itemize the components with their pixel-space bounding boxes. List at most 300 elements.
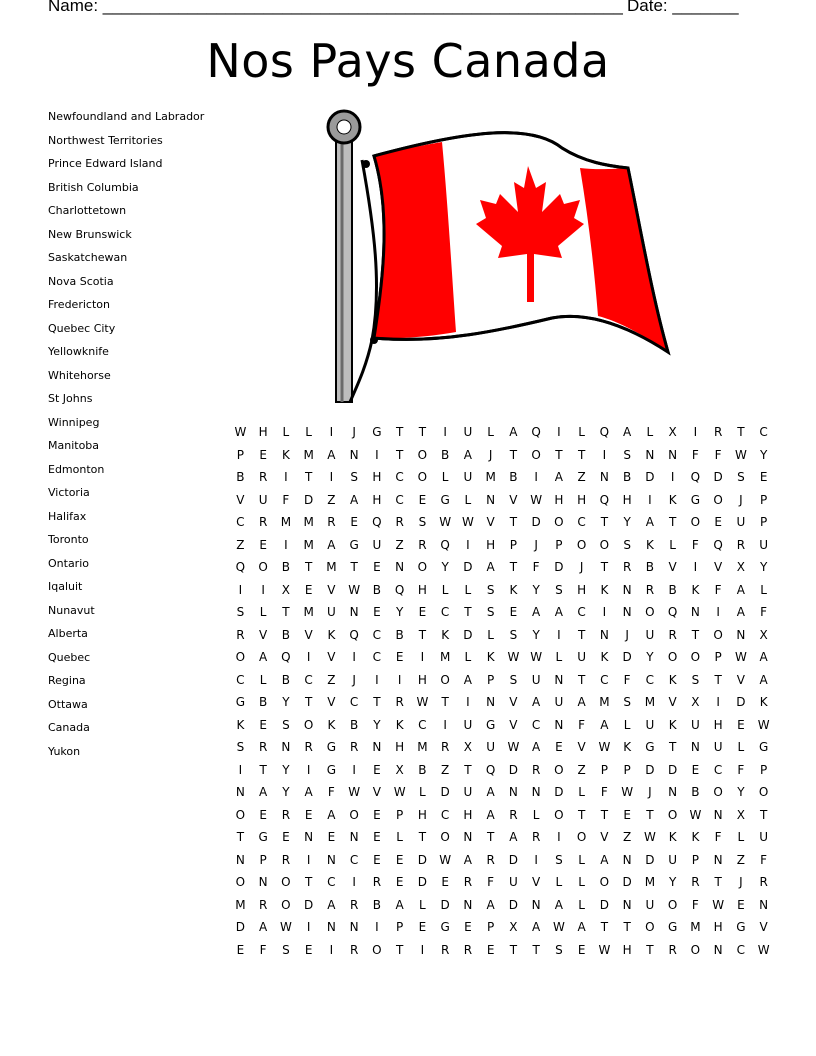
grid-letter[interactable]: R <box>349 897 359 912</box>
grid-letter[interactable]: E <box>577 942 586 957</box>
grid-letter[interactable]: W <box>734 447 747 462</box>
grid-letter[interactable]: T <box>304 875 313 890</box>
grid-letter[interactable]: C <box>440 807 450 822</box>
grid-letter[interactable]: C <box>372 650 382 665</box>
grid-letter[interactable]: K <box>623 740 632 755</box>
grid-letter[interactable]: O <box>713 492 723 507</box>
grid-letter[interactable]: G <box>440 492 450 507</box>
grid-letter[interactable]: I <box>329 470 334 485</box>
grid-letter[interactable]: B <box>509 470 518 485</box>
grid-letter[interactable]: N <box>668 447 678 462</box>
grid-letter[interactable]: C <box>713 762 723 777</box>
grid-letter[interactable]: N <box>372 740 382 755</box>
grid-letter[interactable]: W <box>461 515 474 530</box>
grid-letter[interactable]: S <box>623 537 631 552</box>
grid-letter[interactable]: D <box>304 492 314 507</box>
grid-letter[interactable]: N <box>622 582 632 597</box>
grid-letter[interactable]: S <box>623 695 631 710</box>
grid-letter[interactable]: O <box>258 560 268 575</box>
grid-letter[interactable]: E <box>304 807 313 822</box>
grid-letter[interactable]: U <box>668 852 678 867</box>
grid-letter[interactable]: V <box>714 560 723 575</box>
grid-letter[interactable]: B <box>623 470 632 485</box>
grid-letter[interactable]: N <box>304 830 314 845</box>
grid-letter[interactable]: C <box>304 672 313 687</box>
grid-letter[interactable]: M <box>644 875 656 890</box>
grid-letter[interactable]: Y <box>759 447 768 462</box>
grid-letter[interactable]: K <box>691 830 700 845</box>
grid-letter[interactable]: R <box>304 740 313 755</box>
grid-letter[interactable]: L <box>487 627 494 642</box>
grid-letter[interactable]: C <box>736 942 746 957</box>
grid-letter[interactable]: L <box>578 852 585 867</box>
grid-letter[interactable]: O <box>576 830 587 845</box>
grid-letter[interactable]: Q <box>599 425 610 440</box>
grid-letter[interactable]: E <box>555 740 563 755</box>
grid-letter[interactable]: G <box>645 740 655 755</box>
grid-letter[interactable]: Y <box>623 515 631 530</box>
grid-letter[interactable]: E <box>691 762 700 777</box>
grid-letter[interactable]: Y <box>282 695 290 710</box>
grid-letter[interactable]: A <box>600 852 609 867</box>
grid-letter[interactable]: L <box>419 897 426 912</box>
grid-letter[interactable]: Y <box>282 762 290 777</box>
grid-letter[interactable]: H <box>713 717 723 732</box>
grid-letter[interactable]: T <box>259 762 267 777</box>
grid-letter[interactable]: W <box>530 650 543 665</box>
grid-letter[interactable]: Y <box>395 605 404 620</box>
grid-letter[interactable]: S <box>691 672 700 687</box>
grid-letter[interactable]: N <box>326 920 336 935</box>
grid-letter[interactable]: J <box>625 627 629 642</box>
grid-letter[interactable]: D <box>599 897 609 912</box>
grid-letter[interactable]: T <box>282 605 290 620</box>
grid-letter[interactable]: N <box>690 605 700 620</box>
grid-letter[interactable]: I <box>648 492 652 507</box>
grid-letter[interactable]: L <box>737 740 745 755</box>
grid-letter[interactable]: E <box>373 830 381 845</box>
grid-letter[interactable]: V <box>509 492 518 507</box>
grid-letter[interactable]: T <box>646 942 654 957</box>
grid-letter[interactable]: O <box>690 650 701 665</box>
grid-letter[interactable]: G <box>440 920 450 935</box>
grid-letter[interactable]: Z <box>577 470 586 485</box>
grid-letter[interactable]: U <box>554 695 564 710</box>
grid-letter[interactable]: H <box>622 942 632 957</box>
grid-letter[interactable]: O <box>599 875 610 890</box>
grid-letter[interactable]: I <box>557 627 561 642</box>
grid-letter[interactable]: O <box>281 897 291 912</box>
grid-letter[interactable]: I <box>329 942 334 957</box>
grid-letter[interactable]: K <box>327 627 336 642</box>
grid-letter[interactable]: R <box>395 695 404 710</box>
grid-letter[interactable]: U <box>463 425 473 440</box>
grid-letter[interactable]: J <box>488 447 493 462</box>
grid-letter[interactable]: N <box>349 447 359 462</box>
grid-letter[interactable]: R <box>349 942 359 957</box>
grid-letter[interactable]: A <box>736 605 745 620</box>
grid-letter[interactable]: S <box>486 582 495 597</box>
grid-letter[interactable]: H <box>622 492 632 507</box>
grid-letter[interactable]: B <box>418 762 427 777</box>
grid-letter[interactable]: V <box>509 717 518 732</box>
grid-letter[interactable]: B <box>259 695 268 710</box>
grid-letter[interactable]: T <box>304 695 313 710</box>
grid-letter[interactable]: H <box>417 672 427 687</box>
grid-letter[interactable]: A <box>577 695 586 710</box>
grid-letter[interactable]: F <box>691 537 699 552</box>
grid-letter[interactable]: A <box>259 785 268 800</box>
grid-letter[interactable]: P <box>396 920 404 935</box>
grid-letter[interactable]: I <box>443 425 447 440</box>
grid-letter[interactable]: G <box>372 425 382 440</box>
grid-letter[interactable]: I <box>397 672 402 687</box>
grid-letter[interactable]: D <box>645 852 655 867</box>
grid-letter[interactable]: L <box>623 717 631 732</box>
grid-letter[interactable]: R <box>691 875 700 890</box>
grid-letter[interactable]: M <box>690 920 701 935</box>
grid-letter[interactable]: A <box>532 605 541 620</box>
grid-letter[interactable]: C <box>418 717 427 732</box>
grid-letter[interactable]: D <box>736 695 746 710</box>
grid-letter[interactable]: H <box>554 492 564 507</box>
grid-letter[interactable]: T <box>737 425 745 440</box>
grid-letter[interactable]: V <box>327 582 336 597</box>
grid-letter[interactable]: I <box>306 762 311 777</box>
grid-letter[interactable]: D <box>622 650 632 665</box>
grid-letter[interactable]: T <box>600 515 609 530</box>
grid-letter[interactable]: M <box>485 470 496 485</box>
grid-letter[interactable]: D <box>463 560 473 575</box>
grid-letter[interactable]: I <box>352 875 356 890</box>
grid-letter[interactable]: G <box>485 717 496 732</box>
grid-letter[interactable]: A <box>645 515 654 530</box>
grid-letter[interactable]: D <box>508 762 518 777</box>
grid-letter[interactable]: R <box>258 897 268 912</box>
grid-letter[interactable]: O <box>235 875 246 890</box>
grid-letter[interactable]: P <box>259 852 267 867</box>
grid-letter[interactable]: A <box>350 492 359 507</box>
grid-letter[interactable]: I <box>284 470 288 485</box>
grid-letter[interactable]: F <box>487 875 495 890</box>
grid-letter[interactable]: Z <box>623 830 632 845</box>
grid-letter[interactable]: O <box>235 807 246 822</box>
grid-letter[interactable]: A <box>486 785 495 800</box>
grid-letter[interactable]: T <box>373 695 381 710</box>
grid-letter[interactable]: A <box>259 920 268 935</box>
grid-letter[interactable]: B <box>236 470 245 485</box>
grid-letter[interactable]: Q <box>372 515 382 530</box>
grid-letter[interactable]: A <box>463 852 472 867</box>
grid-letter[interactable]: B <box>668 582 677 597</box>
grid-letter[interactable]: P <box>760 492 768 507</box>
grid-letter[interactable]: U <box>372 537 382 552</box>
grid-letter[interactable]: Y <box>532 627 540 642</box>
grid-letter[interactable]: B <box>372 897 381 912</box>
grid-letter[interactable]: F <box>760 605 768 620</box>
grid-letter[interactable]: G <box>326 762 337 777</box>
grid-letter[interactable]: A <box>509 830 518 845</box>
grid-letter[interactable]: O <box>440 830 450 845</box>
grid-letter[interactable]: T <box>600 920 609 935</box>
grid-letter[interactable]: G <box>690 492 701 507</box>
grid-letter[interactable]: F <box>737 762 745 777</box>
grid-letter[interactable]: K <box>327 717 336 732</box>
grid-letter[interactable]: S <box>737 470 745 485</box>
grid-letter[interactable]: P <box>396 807 404 822</box>
grid-letter[interactable]: O <box>713 627 723 642</box>
grid-letter[interactable]: R <box>440 740 450 755</box>
grid-letter[interactable]: U <box>759 537 769 552</box>
grid-letter[interactable]: T <box>509 560 518 575</box>
grid-letter[interactable]: K <box>645 537 654 552</box>
grid-letter[interactable]: S <box>623 447 631 462</box>
grid-letter[interactable]: W <box>393 785 406 800</box>
grid-letter[interactable]: E <box>509 605 518 620</box>
grid-letter[interactable]: W <box>416 695 429 710</box>
grid-letter[interactable]: C <box>327 875 336 890</box>
grid-letter[interactable]: X <box>395 762 404 777</box>
grid-letter[interactable]: R <box>531 762 541 777</box>
grid-letter[interactable]: K <box>600 650 609 665</box>
grid-letter[interactable]: D <box>713 470 723 485</box>
grid-letter[interactable]: O <box>758 785 769 800</box>
grid-letter[interactable]: T <box>464 605 472 620</box>
grid-letter[interactable]: E <box>714 515 722 530</box>
grid-letter[interactable]: R <box>668 942 677 957</box>
grid-letter[interactable]: R <box>713 425 723 440</box>
grid-letter[interactable]: O <box>667 807 678 822</box>
grid-letter[interactable]: P <box>487 920 495 935</box>
grid-letter[interactable]: X <box>759 627 768 642</box>
grid-letter[interactable]: T <box>236 830 245 845</box>
grid-letter[interactable]: Q <box>235 560 246 575</box>
grid-letter[interactable]: C <box>759 425 768 440</box>
grid-letter[interactable]: E <box>486 942 495 957</box>
grid-letter[interactable]: A <box>554 897 563 912</box>
grid-letter[interactable]: E <box>282 830 290 845</box>
grid-letter[interactable]: R <box>327 515 336 530</box>
grid-letter[interactable]: N <box>599 470 609 485</box>
grid-letter[interactable]: J <box>352 425 356 440</box>
grid-letter[interactable]: Z <box>577 762 586 777</box>
grid-letter[interactable]: L <box>737 830 745 845</box>
grid-letter[interactable]: S <box>509 672 518 687</box>
grid-letter[interactable]: M <box>235 897 246 912</box>
grid-letter[interactable]: Q <box>713 537 723 552</box>
grid-letter[interactable]: I <box>693 560 698 575</box>
grid-letter[interactable]: O <box>303 717 314 732</box>
grid-letter[interactable]: R <box>372 875 382 890</box>
grid-letter[interactable]: V <box>372 785 381 800</box>
grid-letter[interactable]: P <box>623 762 631 777</box>
grid-letter[interactable]: S <box>555 942 563 957</box>
grid-letter[interactable]: Q <box>599 492 610 507</box>
grid-letter[interactable]: I <box>693 425 698 440</box>
grid-letter[interactable]: E <box>259 717 267 732</box>
grid-letter[interactable]: R <box>236 627 245 642</box>
grid-letter[interactable]: F <box>691 447 699 462</box>
grid-letter[interactable]: N <box>326 852 336 867</box>
grid-letter[interactable]: N <box>622 852 632 867</box>
grid-letter[interactable]: I <box>716 605 720 620</box>
grid-letter[interactable]: Y <box>373 717 381 732</box>
grid-letter[interactable]: D <box>554 560 564 575</box>
grid-letter[interactable]: N <box>713 807 723 822</box>
grid-letter[interactable]: U <box>463 717 473 732</box>
grid-letter[interactable]: Q <box>394 582 405 597</box>
grid-letter[interactable]: M <box>303 447 314 462</box>
grid-letter[interactable]: W <box>507 650 520 665</box>
grid-letter[interactable]: T <box>441 695 449 710</box>
grid-letter[interactable]: F <box>578 717 586 732</box>
grid-letter[interactable]: X <box>736 807 745 822</box>
grid-letter[interactable]: A <box>463 672 472 687</box>
grid-letter[interactable]: L <box>487 425 494 440</box>
grid-letter[interactable]: P <box>555 537 563 552</box>
grid-letter[interactable]: E <box>464 920 472 935</box>
grid-letter[interactable]: O <box>599 537 610 552</box>
grid-letter[interactable]: J <box>534 537 538 552</box>
grid-letter[interactable]: W <box>621 785 634 800</box>
grid-letter[interactable]: H <box>417 807 427 822</box>
grid-letter[interactable]: K <box>668 492 677 507</box>
grid-letter[interactable]: T <box>714 672 722 687</box>
grid-letter[interactable]: D <box>531 515 541 530</box>
grid-letter[interactable]: O <box>531 447 541 462</box>
grid-letter[interactable]: A <box>759 650 768 665</box>
grid-letter[interactable]: H <box>577 582 587 597</box>
grid-letter[interactable]: F <box>259 942 267 957</box>
grid-letter[interactable]: T <box>395 447 404 462</box>
grid-letter[interactable]: E <box>737 717 745 732</box>
grid-letter[interactable]: W <box>757 717 770 732</box>
grid-letter[interactable]: V <box>327 650 336 665</box>
grid-letter[interactable]: F <box>760 852 768 867</box>
grid-letter[interactable]: S <box>486 605 495 620</box>
grid-letter[interactable]: V <box>532 875 541 890</box>
grid-letter[interactable]: G <box>758 740 769 755</box>
grid-letter[interactable]: Y <box>441 560 449 575</box>
grid-letter[interactable]: E <box>304 942 313 957</box>
grid-letter[interactable]: A <box>554 605 563 620</box>
grid-letter[interactable]: N <box>486 695 496 710</box>
grid-letter[interactable]: V <box>327 695 336 710</box>
grid-letter[interactable]: T <box>555 447 563 462</box>
grid-letter[interactable]: N <box>463 897 473 912</box>
grid-letter[interactable]: V <box>304 627 313 642</box>
grid-letter[interactable]: I <box>557 830 561 845</box>
grid-letter[interactable]: W <box>234 425 247 440</box>
grid-letter[interactable]: I <box>420 650 425 665</box>
grid-letter[interactable]: N <box>531 897 541 912</box>
grid-letter[interactable]: A <box>532 695 541 710</box>
grid-letter[interactable]: O <box>713 785 723 800</box>
grid-letter[interactable]: D <box>645 762 655 777</box>
grid-letter[interactable]: I <box>466 537 470 552</box>
grid-letter[interactable]: E <box>395 875 404 890</box>
grid-letter[interactable]: I <box>238 582 243 597</box>
grid-letter[interactable]: S <box>350 470 358 485</box>
grid-letter[interactable]: T <box>304 560 313 575</box>
grid-letter[interactable]: S <box>236 740 245 755</box>
grid-letter[interactable]: F <box>714 447 722 462</box>
grid-letter[interactable]: U <box>736 515 746 530</box>
grid-letter[interactable]: O <box>690 942 701 957</box>
grid-letter[interactable]: I <box>375 920 379 935</box>
grid-letter[interactable]: M <box>303 605 314 620</box>
grid-letter[interactable]: R <box>281 852 291 867</box>
grid-letter[interactable]: Q <box>485 762 496 777</box>
grid-letter[interactable]: Z <box>395 537 404 552</box>
grid-letter[interactable]: K <box>691 582 700 597</box>
grid-letter[interactable]: J <box>648 785 652 800</box>
grid-letter[interactable]: P <box>714 650 722 665</box>
grid-letter[interactable]: T <box>486 830 495 845</box>
grid-letter[interactable]: A <box>600 717 609 732</box>
grid-letter[interactable]: L <box>282 425 290 440</box>
grid-letter[interactable]: I <box>443 717 447 732</box>
grid-letter[interactable]: M <box>599 695 610 710</box>
grid-letter[interactable]: J <box>352 672 356 687</box>
grid-letter[interactable]: E <box>418 920 427 935</box>
grid-letter[interactable]: A <box>463 447 472 462</box>
grid-letter[interactable]: L <box>646 425 654 440</box>
grid-letter[interactable]: C <box>349 852 359 867</box>
grid-letter[interactable]: U <box>258 492 268 507</box>
grid-letter[interactable]: E <box>350 515 358 530</box>
grid-letter[interactable]: S <box>418 515 427 530</box>
grid-letter[interactable]: E <box>327 830 336 845</box>
grid-letter[interactable]: A <box>736 582 745 597</box>
grid-letter[interactable]: F <box>714 830 722 845</box>
grid-letter[interactable]: O <box>440 672 450 687</box>
grid-letter[interactable]: T <box>577 627 586 642</box>
grid-letter[interactable]: A <box>327 447 336 462</box>
grid-letter[interactable]: A <box>577 920 586 935</box>
grid-letter[interactable]: H <box>713 920 723 935</box>
grid-letter[interactable]: E <box>304 582 313 597</box>
grid-letter[interactable]: H <box>486 537 496 552</box>
grid-letter[interactable]: O <box>645 920 655 935</box>
grid-letter[interactable]: E <box>259 807 267 822</box>
grid-letter[interactable]: V <box>668 560 677 575</box>
grid-letter[interactable]: I <box>602 447 607 462</box>
grid-letter[interactable]: N <box>713 942 723 957</box>
grid-letter[interactable]: O <box>281 875 291 890</box>
grid-letter[interactable]: B <box>281 627 290 642</box>
grid-letter[interactable]: E <box>418 492 427 507</box>
grid-letter[interactable]: F <box>327 785 335 800</box>
grid-letter[interactable]: H <box>577 492 587 507</box>
grid-letter[interactable]: T <box>395 425 404 440</box>
grid-letter[interactable]: U <box>690 717 700 732</box>
grid-letter[interactable]: P <box>487 672 495 687</box>
grid-letter[interactable]: A <box>759 672 768 687</box>
grid-letter[interactable]: K <box>600 582 609 597</box>
grid-letter[interactable]: H <box>372 470 382 485</box>
grid-letter[interactable]: E <box>373 605 381 620</box>
grid-letter[interactable]: W <box>689 807 702 822</box>
grid-letter[interactable]: I <box>466 695 470 710</box>
grid-letter[interactable]: O <box>667 650 678 665</box>
grid-letter[interactable]: Y <box>759 560 768 575</box>
grid-letter[interactable]: O <box>576 537 587 552</box>
grid-letter[interactable]: I <box>306 650 311 665</box>
grid-letter[interactable]: S <box>509 627 518 642</box>
grid-letter[interactable]: L <box>441 582 449 597</box>
grid-letter[interactable]: E <box>373 807 381 822</box>
